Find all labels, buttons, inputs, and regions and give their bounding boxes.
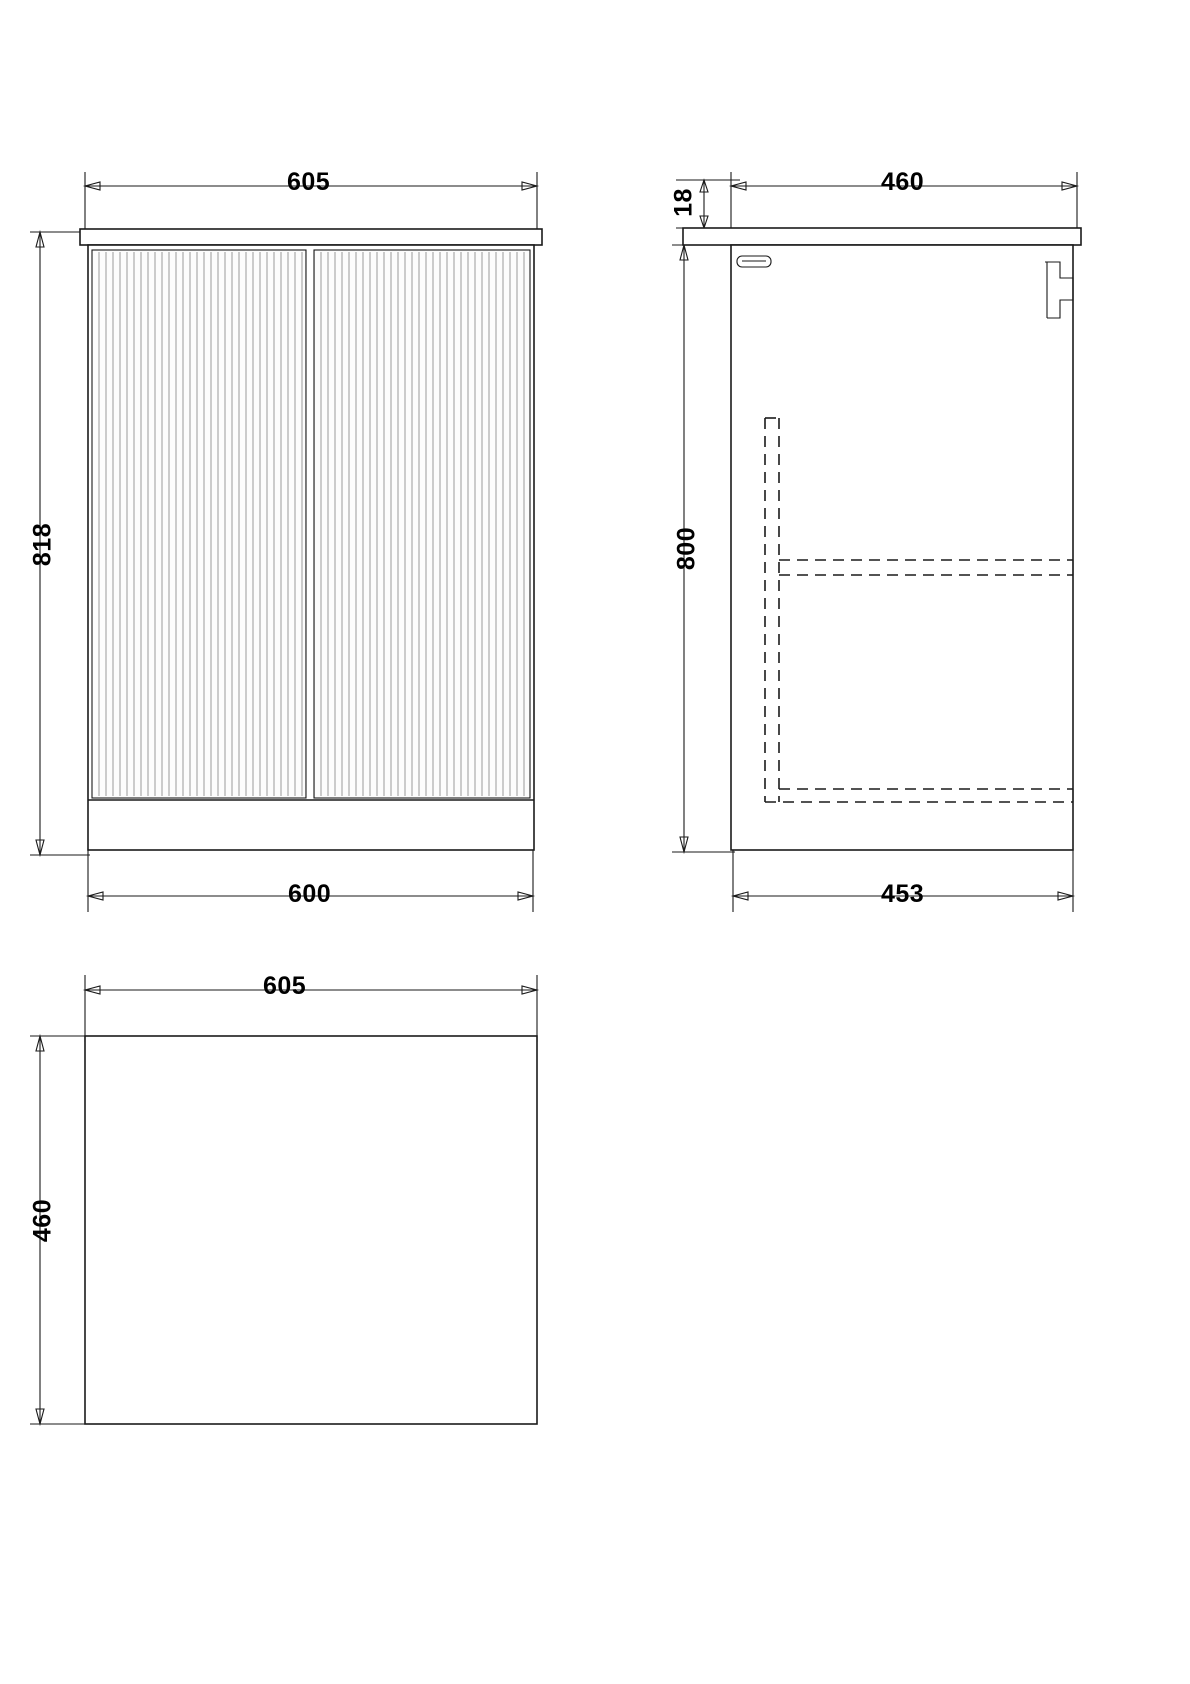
side-depth-top-label: 460	[881, 168, 925, 196]
front-height-label: 818	[28, 522, 57, 567]
side-view-graphics	[669, 172, 1081, 912]
plan-width-label: 605	[263, 972, 307, 1000]
plan-view-graphics	[30, 975, 537, 1424]
plan-depth-label: 460	[28, 1198, 57, 1243]
front-bottom-width-label: 600	[288, 880, 332, 908]
plan-width-dimension	[85, 975, 537, 1042]
side-height-label: 800	[672, 526, 701, 571]
side-top-thickness-label: 18	[669, 188, 698, 217]
side-depth-bottom-label: 453	[881, 880, 925, 908]
front-top-width-label: 605	[287, 168, 331, 196]
